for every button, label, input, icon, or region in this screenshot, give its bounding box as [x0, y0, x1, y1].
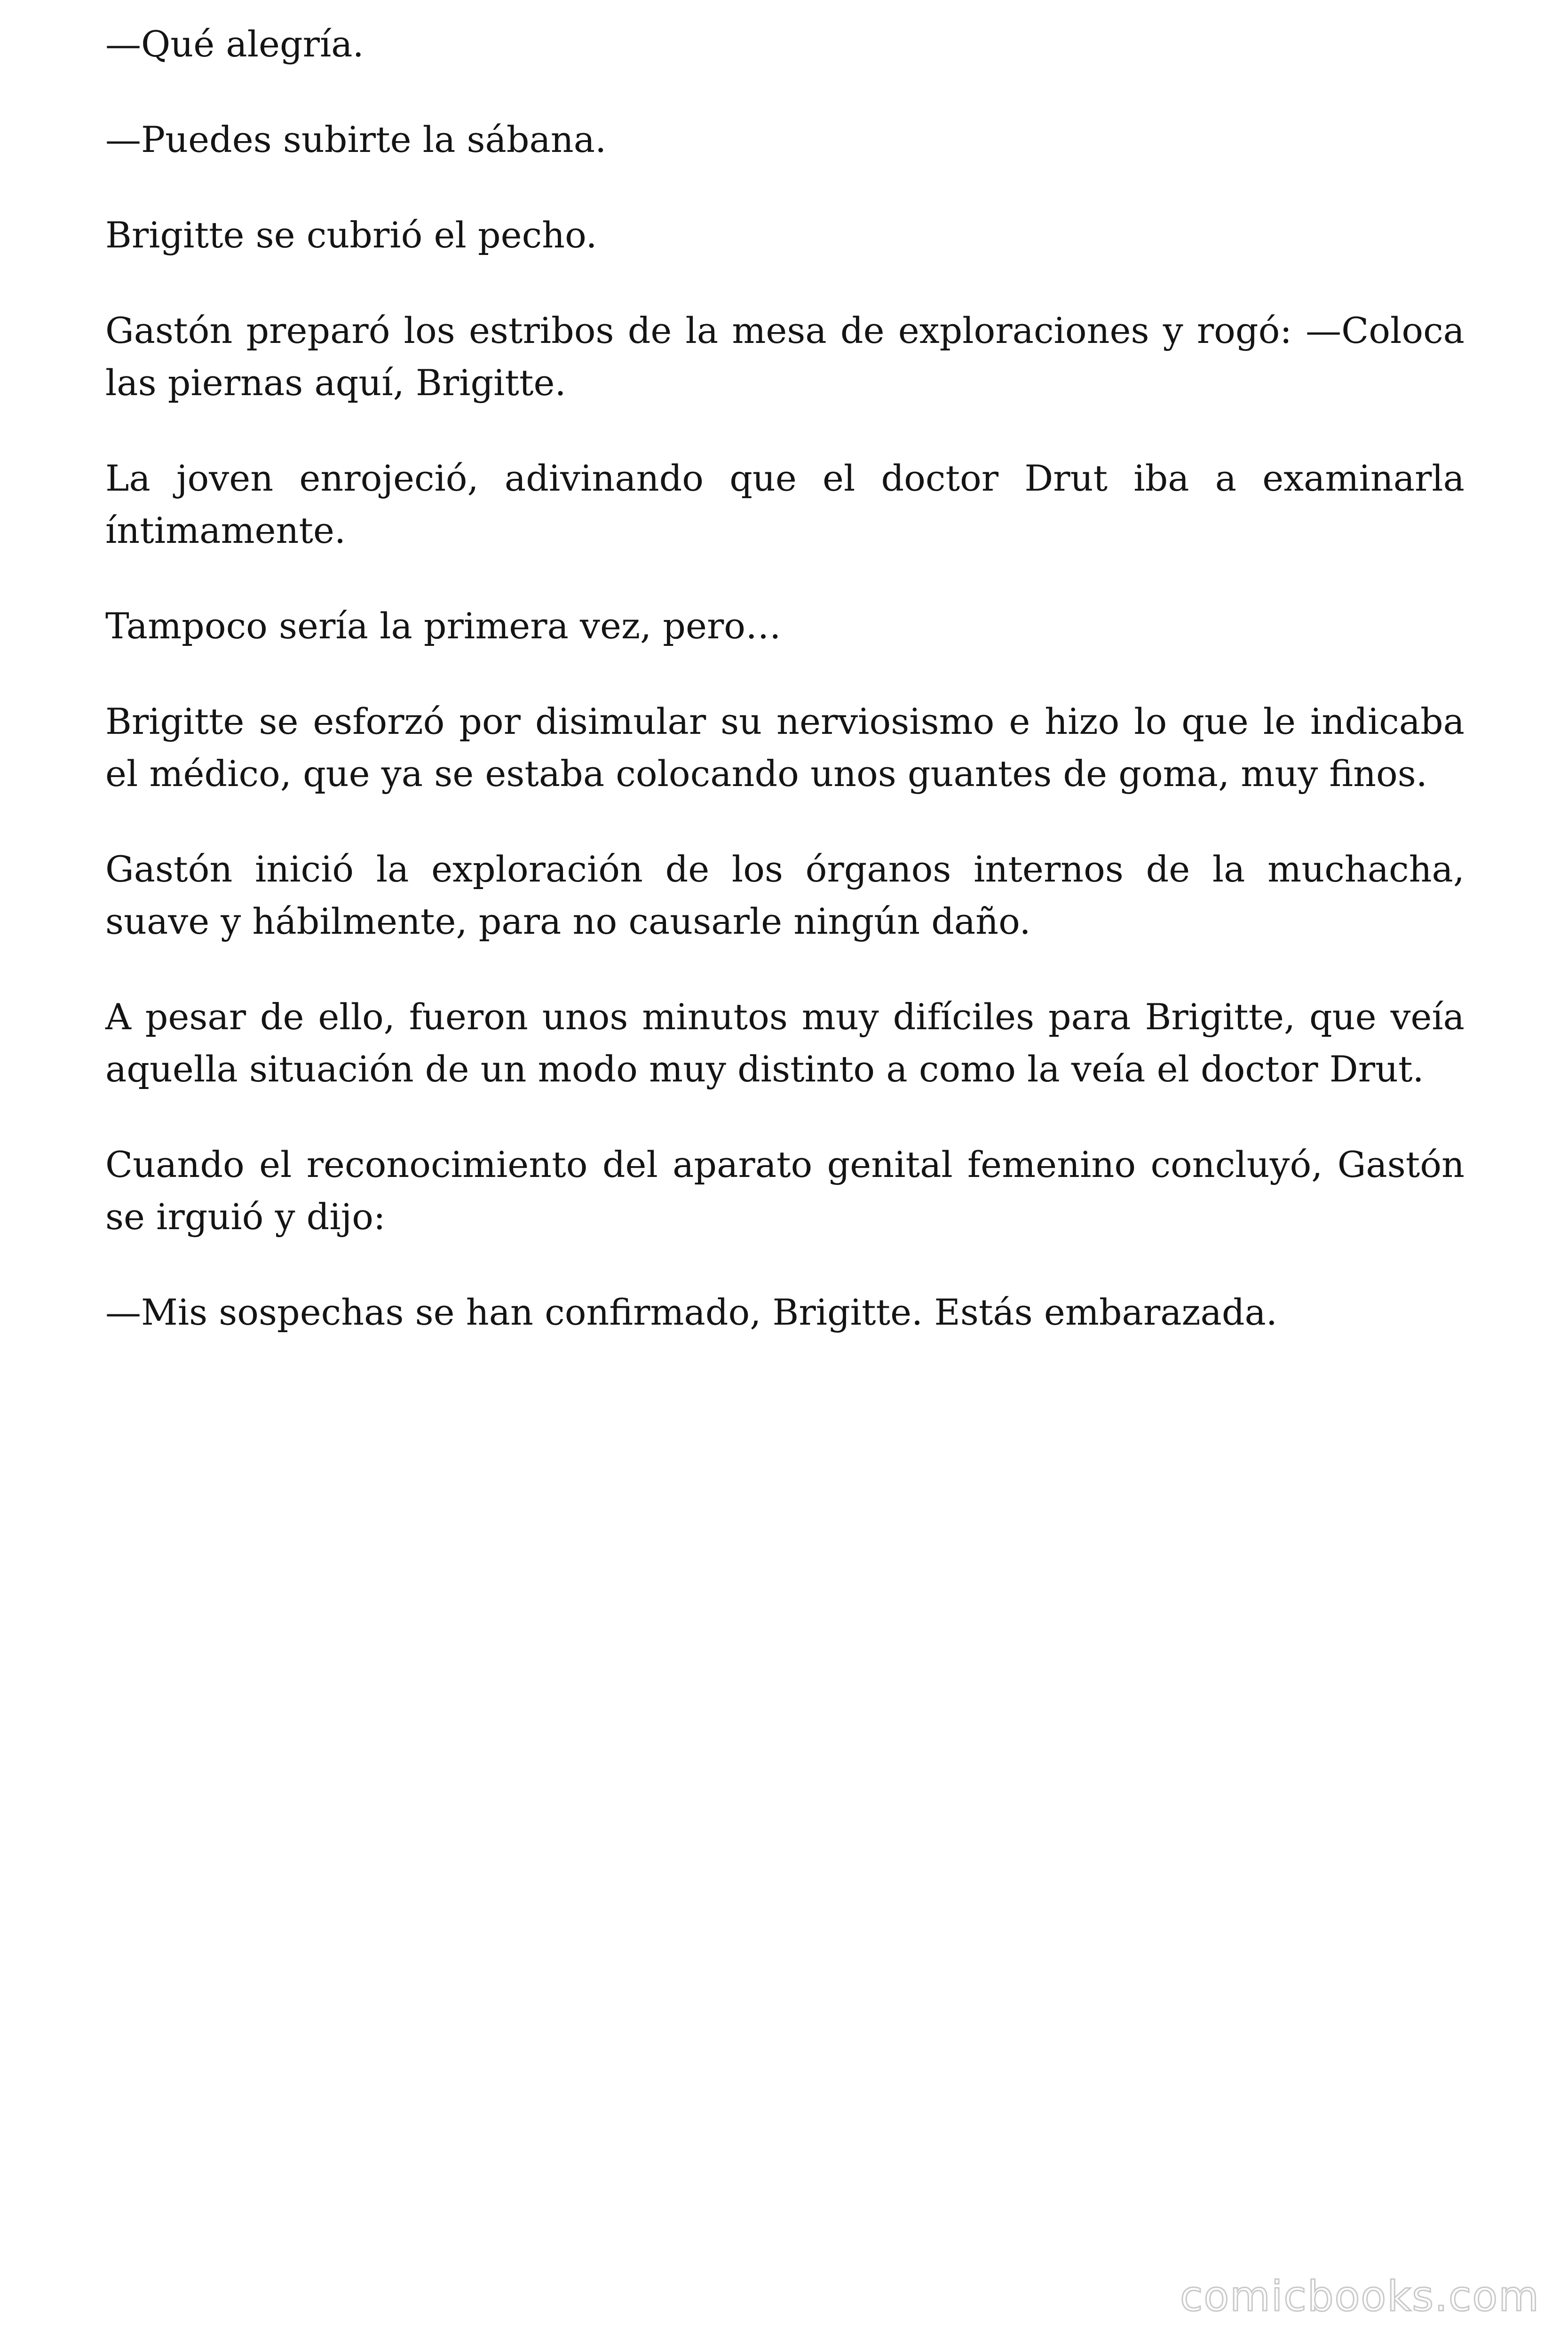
paragraph-11: —Mis sospechas se han confirmado, Brigitte. Estás embarazada.	[105, 1291, 1277, 1333]
paragraph-5: La joven enrojeció, adivinando que el doctor Drut iba a examinarla íntimamente.	[105, 457, 1465, 551]
paragraph-6: Tampoco sería la primera vez, pero…	[105, 605, 782, 647]
paragraph-7: Brigitte se esforzó por disimular su nerviosismo e hizo lo que le indicaba el médico, que ya se estaba colocando unos guantes de goma, muy finos.	[105, 700, 1465, 795]
body-text	[105, 0, 1465, 1382]
paragraph-2: —Puedes subirte la sábana.	[105, 119, 607, 160]
paragraph-8: Gastón inició la exploración de los órganos internos de la muchacha, suave y hábilmente, para no causarle ningún daño.	[105, 848, 1465, 942]
paragraph-1: —Qué alegría.	[105, 23, 364, 65]
paragraph-9: A pesar de ello, fueron unos minutos muy difíciles para Brigitte, que veía aquella situación de un modo muy distinto a como la veía el doctor Drut.	[105, 996, 1465, 1090]
watermark-logo: comicbooks.com	[1180, 2272, 1540, 2320]
paragraph-3: Brigitte se cubrió el pecho.	[105, 214, 597, 256]
paragraph-10: Cuando el reconocimiento del aparato genital femenino concluyó, Gastón se irguió y dijo:	[105, 1144, 1465, 1238]
paragraph-4: Gastón preparó los estribos de la mesa de exploraciones y rogó: —Coloca las piernas aquí, Brigitte.	[105, 310, 1465, 404]
